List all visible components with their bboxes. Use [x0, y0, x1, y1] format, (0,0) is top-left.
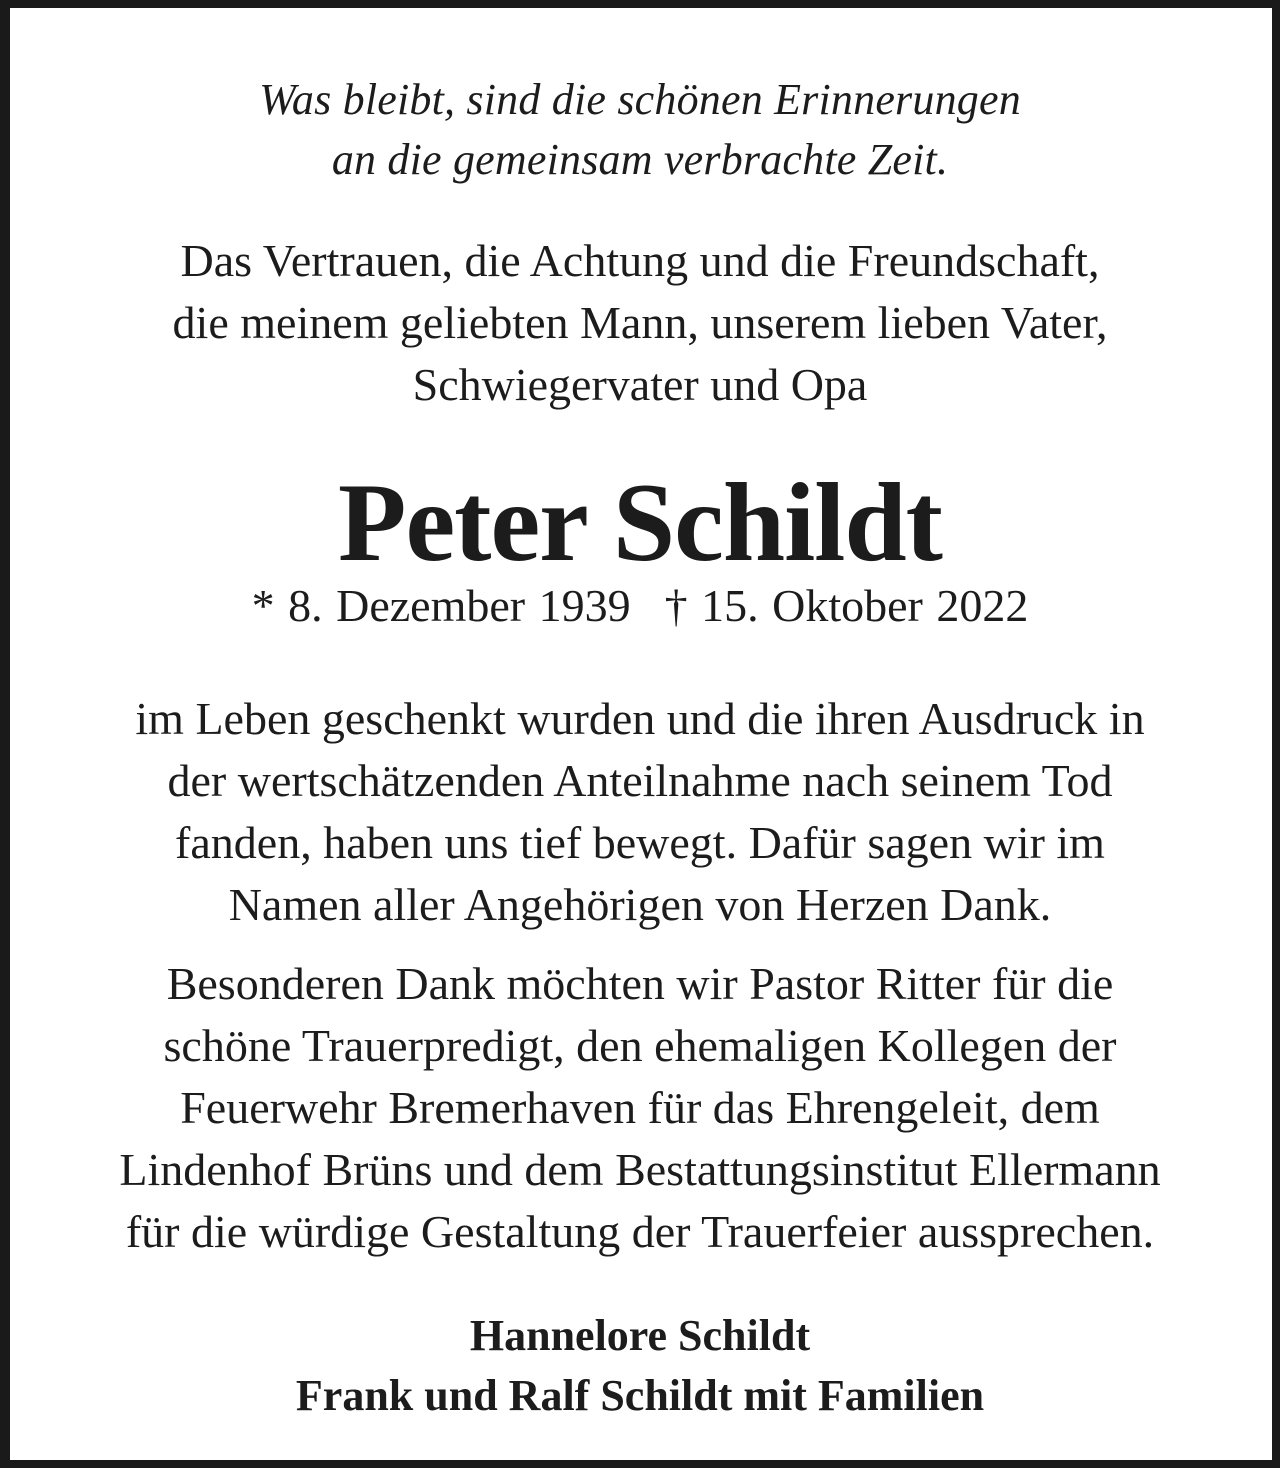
paragraph-line: der wertschätzenden Anteilnahme nach seinem Tod: [167, 755, 1113, 806]
paragraph-line: für die würdige Gestaltung der Trauerfeier aussprechen.: [125, 1206, 1155, 1257]
paragraph-line: Feuerwehr Bremerhaven für das Ehrengeleit, dem: [180, 1082, 1100, 1133]
quote-line: Was bleibt, sind die schönen Erinnerungen: [259, 75, 1021, 124]
paragraph-line: fanden, haben uns tief bewegt. Dafür sagen wir im: [175, 817, 1105, 868]
intro-line: Das Vertrauen, die Achtung und die Freundschaft,: [180, 235, 1100, 286]
paragraph-line: im Leben geschenkt wurden und die ihren Ausdruck in: [135, 693, 1145, 744]
birth-date: * 8. Dezember 1939: [251, 580, 631, 631]
life-dates: [0, 578, 1280, 634]
signer-name: Hannelore Schildt: [469, 1311, 811, 1360]
death-date: † 15. Oktober 2022: [664, 580, 1029, 631]
paragraph-line: Besonderen Dank möchten wir Pastor Ritter für die: [166, 958, 1114, 1009]
signatories: [0, 1306, 1280, 1426]
intro-line: Schwiegervater und Opa: [412, 359, 868, 410]
intro-text: [0, 230, 1280, 416]
paragraph-line: Lindenhof Brüns und dem Bestattungsinstitut Ellermann: [119, 1144, 1161, 1195]
intro-line: die meinem geliebten Mann, unserem lieben Vater,: [172, 297, 1108, 348]
quote-line: an die gemeinsam verbrachte Zeit.: [331, 135, 949, 184]
special-thanks-paragraph: [0, 953, 1280, 1263]
signer-name: Frank und Ralf Schildt mit Familien: [295, 1371, 985, 1420]
thanks-paragraph: [0, 688, 1280, 936]
paragraph-line: schöne Trauerpredigt, den ehemaligen Kollegen der: [163, 1020, 1117, 1071]
deceased-name: Peter Schildt: [338, 461, 942, 585]
memorial-quote: [0, 70, 1280, 190]
paragraph-line: Namen aller Angehörigen von Herzen Dank.: [228, 879, 1052, 930]
